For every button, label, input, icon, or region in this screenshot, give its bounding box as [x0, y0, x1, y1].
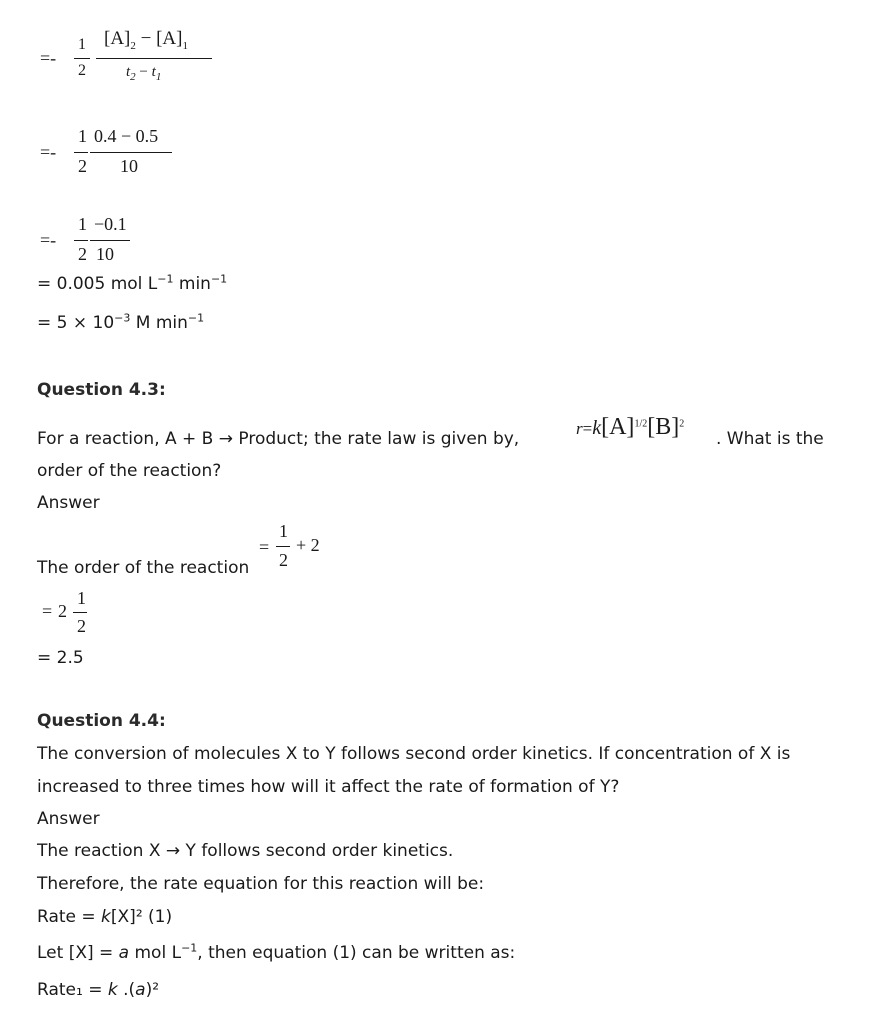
q43-order-den: 2: [279, 550, 288, 570]
rate-law-eq: =: [582, 419, 593, 438]
q44-line-4: Therefore, the rate equation for this reaction will be:: [37, 874, 485, 894]
eq1-frac-bar: [96, 58, 212, 59]
q44-rate1-pre: Rate₁ =: [37, 980, 108, 1000]
q44-rate1-k: k: [107, 980, 118, 1000]
q44-rate-k: k: [101, 907, 111, 927]
q43-order-text: The order of the reaction: [37, 558, 250, 578]
rate-law-r: r: [576, 419, 583, 438]
eq1-conc-a1: [A]: [156, 28, 183, 49]
eq1-den-minus: −: [139, 64, 148, 80]
eq2-denominator: 10: [120, 156, 138, 176]
eq2-coef-num: 1: [78, 126, 87, 146]
q44-rate-pre: Rate =: [37, 907, 102, 927]
eq1-coef-den: 2: [78, 62, 86, 79]
q43-mixed-eq: =: [42, 601, 53, 621]
rate-result-line-2: [37, 313, 204, 333]
q44-rate1-end: )²: [145, 980, 160, 1000]
eq1-minus: −: [140, 28, 152, 49]
q44-let-line: [37, 943, 515, 963]
rate-law-k: k: [592, 417, 602, 439]
q43-mixed-bar: [73, 612, 87, 613]
eq2-frac-bar: [90, 152, 172, 153]
question-4-3-heading: Question 4.3:: [37, 380, 166, 400]
rate-result-1-mid: min: [173, 274, 211, 294]
rate-result-2-sup-b: −1: [187, 311, 205, 325]
q43-order-num: 1: [279, 521, 288, 541]
eq3-coef-num: 1: [78, 214, 87, 234]
eq1-t1-sub: 1: [155, 71, 162, 83]
q44-line-2: increased to three times how will it affect the rate of formation of Y?: [37, 777, 620, 797]
eq1-coef-num: 1: [78, 36, 86, 53]
rate-law-b-exp: 2: [679, 418, 685, 430]
eq1-conc-a2: [A]: [104, 28, 131, 49]
eq1-coef-bar: [74, 58, 90, 59]
eq3-coef-bar: [74, 240, 88, 241]
q43-order-plus: + 2: [296, 535, 320, 555]
q43-line-2: order of the reaction?: [37, 461, 222, 481]
q43-answer-label: Answer: [37, 493, 100, 513]
eq1-sub-2: 2: [130, 39, 136, 52]
rate-result-1-sup-b: −1: [210, 272, 228, 286]
q44-line-1: The conversion of molecules X to Y follows second order kinetics. If concentration of X is: [37, 744, 791, 764]
q44-let-sup: −1: [181, 941, 198, 955]
question-4-4-heading: Question 4.4:: [37, 711, 166, 731]
q43-order-eq: =: [259, 537, 270, 557]
eq1-t1: t: [151, 64, 156, 80]
q44-rate-post: [X]² (1): [110, 907, 173, 927]
rate-result-2-sup-a: −3: [114, 311, 131, 325]
eq3-frac-bar: [90, 240, 130, 241]
rate-law-a: [A]: [601, 414, 635, 440]
q43-rate-law: [576, 414, 684, 441]
q44-rate1-line: [37, 980, 159, 1000]
rate-law-b: [B]: [647, 414, 680, 440]
q43-result: = 2.5: [37, 648, 84, 668]
rate-result-1-sup-a: −1: [157, 272, 174, 286]
eq3-numerator: −0.1: [94, 214, 127, 234]
eq2-numerator: 0.4 − 0.5: [94, 126, 159, 146]
eq2-coef-den: 2: [78, 156, 87, 176]
rate-law-a-exp: 1/2: [634, 418, 648, 430]
rate-result-line-1: [37, 274, 227, 294]
eq1-t2-sub: 2: [130, 71, 136, 83]
q43-mixed-num: 1: [77, 588, 86, 608]
q44-let-post: , then equation (1) can be written as:: [197, 943, 516, 963]
q43-mixed-whole: 2: [58, 601, 67, 621]
rate-result-2-mid: M min: [130, 313, 188, 333]
eq1-prefix: =-: [40, 48, 57, 68]
eq1-denominator: [126, 64, 161, 81]
eq2-coef-bar: [74, 152, 88, 153]
q44-rate-equation: [37, 907, 172, 927]
eq1-numerator: [104, 28, 188, 50]
q43-line-1: For a reaction, A + B → Product; the rate law is given by,: [37, 429, 520, 449]
eq3-coef-den: 2: [78, 244, 87, 264]
q44-let-mid: mol L: [129, 943, 182, 963]
rate-result-1-text: = 0.005 mol L: [37, 274, 158, 294]
eq1-t2: t: [126, 64, 131, 80]
q44-let-a: a: [118, 943, 130, 963]
eq1-sub-1: 1: [182, 39, 188, 52]
eq2-prefix: =-: [40, 142, 57, 162]
q44-rate1-post: .(: [117, 980, 136, 1000]
q43-order-bar: [276, 546, 290, 547]
q44-answer-label: Answer: [37, 809, 100, 829]
rate-result-2-text: = 5 × 10: [37, 313, 115, 333]
q44-let-pre: Let [X] =: [37, 943, 119, 963]
q44-rate1-a: a: [135, 980, 146, 1000]
q43-mixed-den: 2: [77, 616, 86, 636]
eq3-denominator: 10: [96, 244, 114, 264]
eq3-prefix: =-: [40, 230, 57, 250]
q43-line-1-end: . What is the: [716, 429, 824, 449]
q44-line-3: The reaction X → Y follows second order kinetics.: [37, 841, 454, 861]
